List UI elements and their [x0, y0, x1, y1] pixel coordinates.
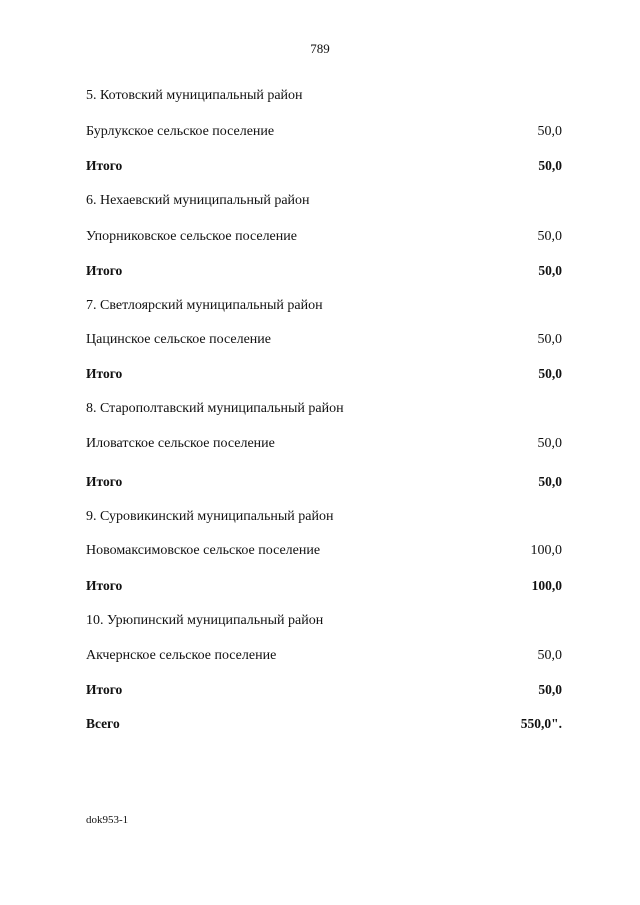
- row-label: Иловатское сельское поселение: [86, 436, 275, 451]
- settlement-row: [86, 124, 562, 140]
- settlement-row: [86, 229, 562, 245]
- district-heading: [86, 193, 562, 209]
- total-row: [86, 158, 562, 174]
- settlement-row: [86, 436, 562, 452]
- district-heading: [86, 401, 562, 417]
- total-row: [86, 578, 562, 594]
- settlement-row: [86, 332, 562, 348]
- row-label: 8. Старополтавский муниципальный район: [86, 401, 344, 416]
- row-value: 50,0: [537, 648, 562, 663]
- row-label: Цацинское сельское поселение: [86, 332, 271, 347]
- total-row: [86, 263, 562, 279]
- row-value: 50,0: [537, 124, 562, 139]
- row-label: Итого: [86, 682, 123, 697]
- row-value: 50,0: [537, 332, 562, 347]
- district-heading: [86, 88, 562, 104]
- row-label: 9. Суровикинский муниципальный район: [86, 509, 334, 524]
- settlement-row: [86, 648, 562, 664]
- row-value: 50,0: [538, 682, 562, 697]
- page-number: 789: [310, 41, 330, 56]
- row-label: Новомаксимовское сельское поселение: [86, 543, 321, 558]
- total-row: [86, 682, 562, 698]
- row-value: 50,0: [538, 158, 562, 173]
- row-value: 50,0: [537, 436, 562, 451]
- district-heading: [86, 613, 562, 629]
- district-heading: [86, 298, 562, 314]
- row-value: 50,0: [538, 366, 562, 381]
- district-heading: [86, 509, 562, 525]
- row-label: Итого: [86, 474, 123, 489]
- row-label: Акчернское сельское поселение: [86, 648, 277, 663]
- settlement-row: [86, 543, 562, 559]
- row-value: 50,0: [538, 263, 562, 278]
- row-label: Итого: [86, 263, 123, 278]
- row-label: Упорниковское сельское поселение: [86, 229, 297, 244]
- row-label: 6. Нехаевский муниципальный район: [86, 193, 310, 208]
- row-label: Итого: [86, 366, 123, 381]
- row-value: 50,0: [537, 229, 562, 244]
- row-label: 7. Светлоярский муниципальный район: [86, 298, 323, 313]
- document-footer: dok953-1: [86, 814, 129, 826]
- total-row: [86, 716, 562, 732]
- total-row: [86, 474, 562, 490]
- row-label: Всего: [86, 716, 120, 731]
- row-label: 10. Урюпинский муниципальный район: [86, 613, 324, 628]
- row-value: 100,0: [531, 578, 562, 593]
- total-row: [86, 366, 562, 382]
- row-value: 550,0".: [520, 716, 562, 731]
- row-label: 5. Котовский муниципальный район: [86, 88, 303, 103]
- row-value: 50,0: [538, 474, 562, 489]
- row-label: Итого: [86, 158, 123, 173]
- row-label: Итого: [86, 578, 123, 593]
- row-value: 100,0: [530, 543, 562, 558]
- row-label: Бурлукское сельское поселение: [86, 124, 275, 139]
